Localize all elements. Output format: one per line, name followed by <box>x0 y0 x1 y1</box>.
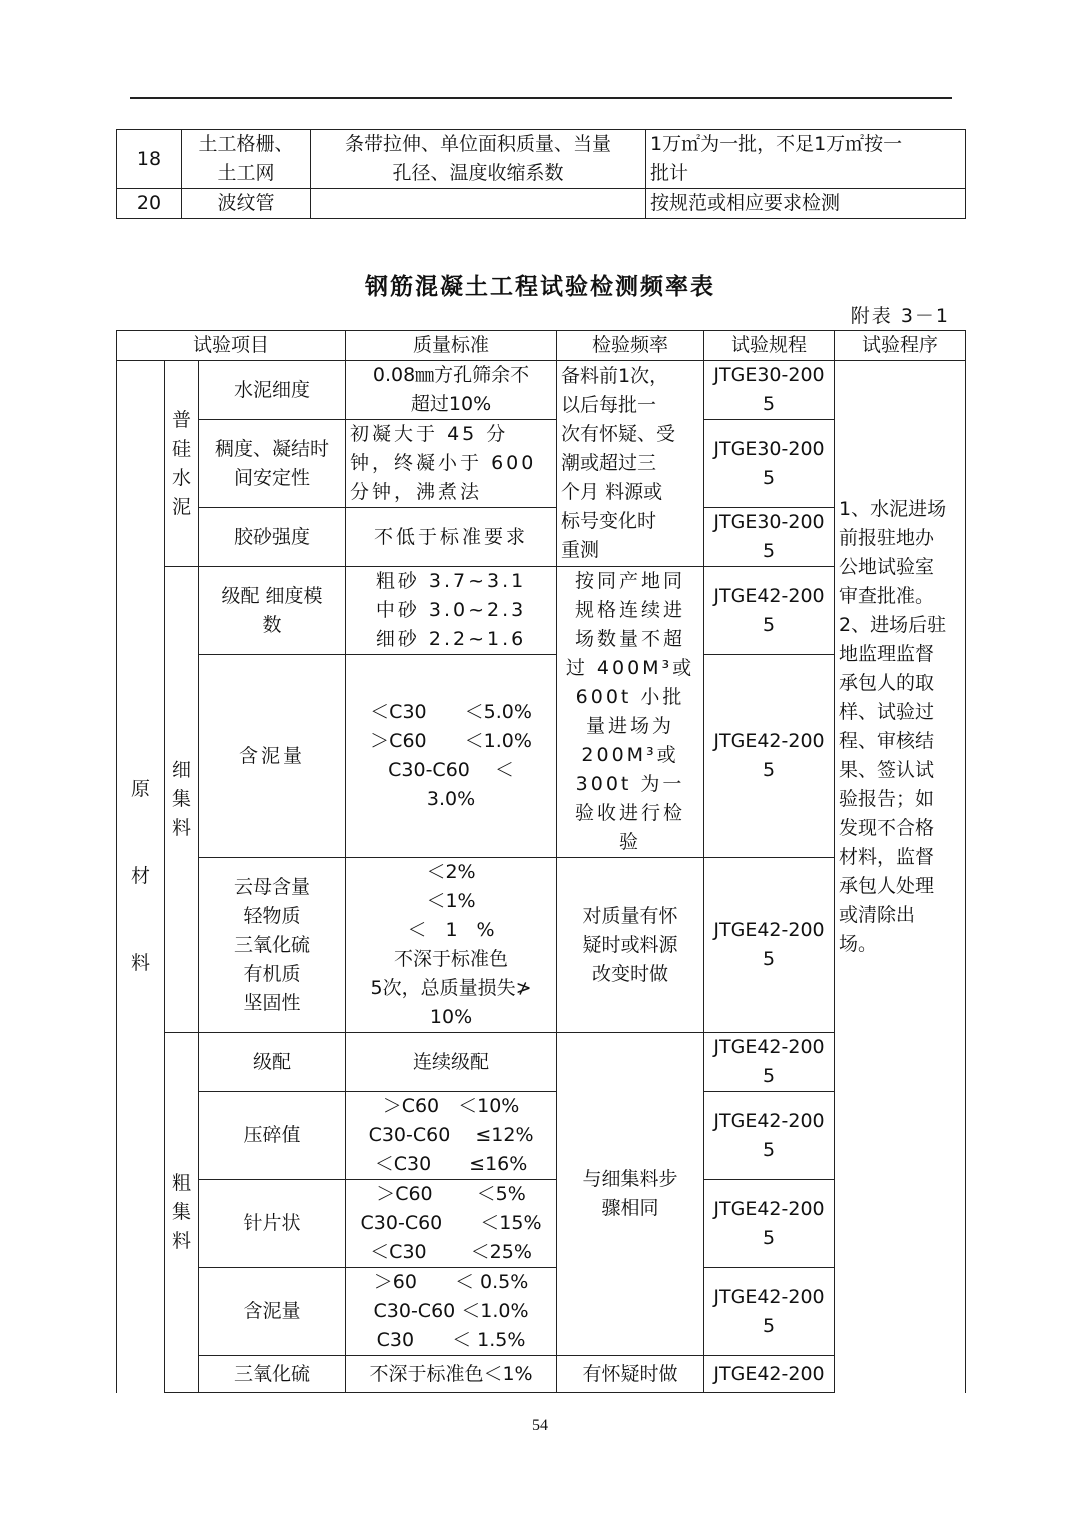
test-item: 针片状 <box>199 1180 346 1268</box>
group-coarse-aggregate: 粗 集 料 <box>165 1033 199 1393</box>
frequency-fine-other: 对质量有怀 疑时或料源 改变时做 <box>557 858 704 1033</box>
row-number: 18 <box>117 130 182 189</box>
quality-standard: 连续级配 <box>346 1033 557 1092</box>
header-frequency: 检验频率 <box>557 331 704 361</box>
test-item: 含泥量 <box>199 655 346 858</box>
group-fine-aggregate: 细 集 料 <box>165 567 199 1033</box>
frequency-coarse: 与细集料步 骤相同 <box>557 1033 704 1356</box>
test-spec: JTGE42-200 5 <box>704 1180 835 1268</box>
header-spec: 试验规程 <box>704 331 835 361</box>
test-item: 级配 <box>199 1033 346 1092</box>
test-item: 三氧化硫 <box>199 1356 346 1393</box>
test-item: 水泥细度 <box>199 361 346 420</box>
category-raw-materials: 原 材 料 <box>117 361 165 1393</box>
test-procedure: 1、水泥进场 前报驻地办 公地试验室 审查批准。 2、进场后驻 地监理监督 承包人的取 样、试验过 程、审核结 果、签认试 验报告；如 发现不合格 材料，监督 承包人处理 或清除出 场。 <box>835 361 966 1393</box>
quality-standard: 不深于标准色＜1% <box>346 1356 557 1393</box>
test-spec: JTGE42-200 5 <box>704 1268 835 1356</box>
quality-standard: 0.08㎜方孔筛余不 超过10% <box>346 361 557 420</box>
test-item: 胶砂强度 <box>199 508 346 567</box>
frequency-sulfur: 有怀疑时做 <box>557 1356 704 1393</box>
table-row <box>117 189 966 219</box>
test-spec: JTGE30-200 5 <box>704 361 835 420</box>
item-name: 土工格栅、 土工网 <box>182 130 311 189</box>
top-table <box>116 129 966 219</box>
frequency-cement: 备料前1次， 以后每批一 次有怀疑、受 潮或超过三 个月 料源或 标号变化时 重测 <box>557 361 704 567</box>
item-params: 条带拉伸、单位面积质量、当量 孔径、温度收缩系数 <box>311 130 646 189</box>
annex-label: 附表 3－1 <box>850 305 950 327</box>
test-item: 含泥量 <box>199 1268 346 1356</box>
item-frequency: 按规范或相应要求检测 <box>646 189 966 219</box>
quality-standard: ＞60 ＜ 0.5% C30-C60 ＜1.0% C30 ＜ 1.5% <box>346 1268 557 1356</box>
page-title: 钢筋混凝土工程试验检测频率表 <box>365 274 715 300</box>
quality-standard: ＞C60 ＜5% C30-C60 ＜15% ＜C30 ＜25% <box>346 1180 557 1268</box>
group-cement: 普 硅 水 泥 <box>165 361 199 567</box>
quality-standard: ＜C30 ＜5.0% ＞C60 ＜1.0% C30-C60 ＜ 3.0% <box>346 655 557 858</box>
main-table <box>116 330 966 1393</box>
page-number: 54 <box>532 1417 548 1434</box>
row-number: 20 <box>117 189 182 219</box>
quality-standard: 初凝大于 45 分 钟，终凝小于 600 分钟，沸煮法 <box>346 420 557 508</box>
test-spec: JTGE30-200 5 <box>704 508 835 567</box>
test-spec: JTGE42-200 5 <box>704 655 835 858</box>
test-spec: JTGE42-200 5 <box>704 1033 835 1092</box>
test-item: 级配 细度模 数 <box>199 567 346 655</box>
header-procedure: 试验程序 <box>835 331 966 361</box>
test-spec: JTGE30-200 5 <box>704 420 835 508</box>
table-row <box>117 361 966 420</box>
test-item: 压碎值 <box>199 1092 346 1180</box>
quality-standard: ＞C60 ＜10% C30-C60 ≤12% ＜C30 ≤16% <box>346 1092 557 1180</box>
header-row <box>117 331 966 361</box>
table-row <box>117 130 966 189</box>
header-item: 试验项目 <box>117 331 346 361</box>
quality-standard: ＜2% ＜1% ＜ 1 % 不深于标准色 5次，总质量损失≯ 10% <box>346 858 557 1033</box>
test-spec: JTGE42-200 <box>704 1356 835 1393</box>
header-rule <box>130 97 952 99</box>
frequency-fine-main: 按同产地同 规格连续进 场数量不超 过 400M³或 600t 小批 量进场为 200M³或 300t 为一 验收进行检 验 <box>557 567 704 858</box>
quality-standard: 不低于标准要求 <box>346 508 557 567</box>
test-spec: JTGE42-200 5 <box>704 858 835 1033</box>
header-standard: 质量标准 <box>346 331 557 361</box>
item-frequency: 1万㎡为一批，不足1万㎡按一 批计 <box>646 130 966 189</box>
item-name: 波纹管 <box>182 189 311 219</box>
test-item: 稠度、凝结时 间安定性 <box>199 420 346 508</box>
quality-standard: 粗砂 3.7~3.1 中砂 3.0~2.3 细砂 2.2~1.6 <box>346 567 557 655</box>
item-params <box>311 189 646 219</box>
test-item: 云母含量 轻物质 三氧化硫 有机质 坚固性 <box>199 858 346 1033</box>
test-spec: JTGE42-200 5 <box>704 567 835 655</box>
test-spec: JTGE42-200 5 <box>704 1092 835 1180</box>
